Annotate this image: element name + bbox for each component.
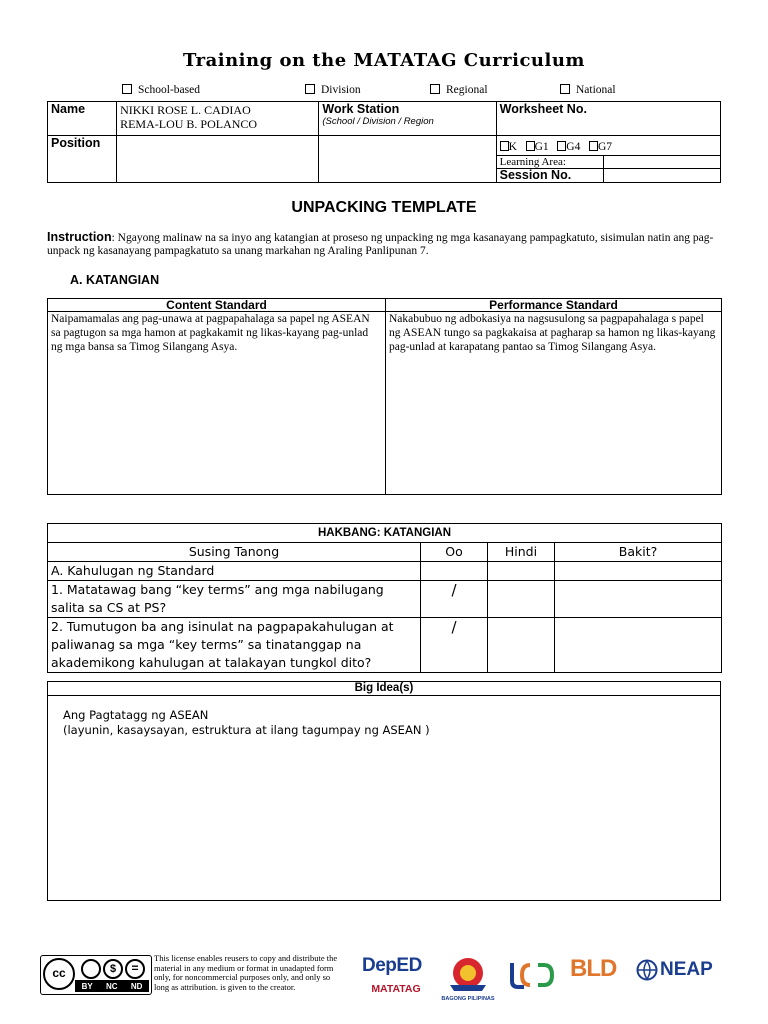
learning-area-label: Learning Area:	[496, 156, 603, 169]
level-school-based[interactable]	[122, 84, 200, 96]
question-row: 2. Tumutugon ba ang isinulat na pagpapakahulugan at paliwanag sa mga “key terms” sa tinatanggap na akademikong kahulugan at talakayan tungkol dito?	[48, 618, 421, 673]
unpacking-heading: UNPACKING TEMPLATE	[291, 199, 477, 216]
big-idea-line: (layunin, kasaysayan, estruktura at ilang tagumpay ng ASEAN )	[63, 723, 430, 737]
level-label: Regional	[446, 84, 488, 96]
session-label: Session No.	[496, 169, 603, 183]
bagong-pilipinas-logo	[438, 955, 498, 1002]
yes-check-mark[interactable]: /	[421, 581, 488, 618]
work-station-label: Work Station	[322, 102, 400, 116]
section-a-heading: A. KATANGIAN	[70, 273, 160, 287]
globe-icon	[636, 959, 658, 981]
bureau-emblem-icon	[508, 955, 556, 991]
col-question-header: Susing Tanong	[48, 543, 421, 562]
matatag-wordmark: MATATAG	[371, 983, 421, 995]
checkbox-icon[interactable]	[305, 84, 315, 94]
bld-wordmark: BLD	[570, 955, 617, 982]
why-cell[interactable]	[555, 581, 722, 618]
checkbox-icon[interactable]	[122, 84, 132, 94]
question-row: 1. Matatawag bang “key terms” ang mga nabilugang salita sa CS at PS?	[48, 581, 421, 618]
instruction-label: Instruction	[47, 230, 112, 244]
participant-name: REMA-LOU B. POLANCO	[120, 117, 258, 131]
position-value[interactable]	[117, 136, 319, 183]
big-idea-line: Ang Pagtatagg ng ASEAN	[63, 708, 209, 722]
work-station-hint: (School / Division / Region	[322, 116, 434, 127]
sun-emblem-icon	[438, 955, 498, 991]
participant-info-table	[47, 101, 721, 183]
cc-term: BY	[81, 981, 93, 991]
level-regional[interactable]	[430, 84, 488, 96]
level-label: Division	[321, 84, 361, 96]
deped-wordmark: DepED	[362, 955, 422, 976]
col-why-header: Bakit?	[555, 543, 722, 562]
attribution-icon	[81, 959, 101, 979]
worksheet-label: Worksheet No.	[496, 102, 720, 136]
cc-license-badge	[40, 955, 152, 995]
cc-icon: cc	[43, 958, 75, 990]
no-cell[interactable]	[488, 562, 555, 581]
hakbang-title: HAKBANG: KATANGIAN	[48, 524, 722, 543]
yes-cell[interactable]	[421, 562, 488, 581]
level-label: School-based	[138, 84, 200, 96]
grade-label: K	[508, 141, 517, 153]
noncommercial-icon: $	[103, 959, 123, 979]
performance-standard-header: Performance Standard	[386, 299, 722, 312]
cc-term: ND	[130, 981, 143, 991]
instruction	[47, 231, 727, 258]
yes-check-mark[interactable]: /	[421, 618, 488, 673]
position-extra[interactable]	[319, 136, 496, 183]
checkbox-icon[interactable]	[560, 84, 570, 94]
bagong-pilipinas-wordmark: BAGONG PILIPINAS	[441, 996, 495, 1002]
grade-label: G4	[566, 141, 581, 153]
performance-standard-text[interactable]: Nakabubuo ng adbokasiya na nagsusulong sa pagpapahalaga s papel ng ASEAN tungo sa pagkakaisa at pagharap sa hamon ng likas-kayang pag-unlad at karapatang pantao sa Timog Silangang Asya.	[386, 312, 722, 495]
bld-logo	[570, 955, 624, 997]
name-label: Name	[48, 102, 117, 136]
why-cell[interactable]	[555, 562, 722, 581]
grade-label: G7	[597, 141, 613, 153]
work-station-cell[interactable]	[319, 102, 496, 136]
license-text: This license enables reusers to copy and distribute the material in any medium or format in unadapted form only, for noncommercial purposes only, and only so long as attribution. is given to the creator.	[154, 953, 338, 992]
checkbox-icon[interactable]	[557, 141, 566, 151]
deped-logo	[362, 955, 430, 997]
big-idea-label: Big Idea(s)	[48, 682, 721, 696]
position-label: Position	[48, 136, 117, 183]
checkbox-icon[interactable]	[430, 84, 440, 94]
grade-label: G1	[534, 141, 549, 153]
session-value[interactable]	[603, 169, 720, 183]
checkbox-icon[interactable]	[589, 141, 598, 151]
checkbox-icon[interactable]	[500, 141, 509, 151]
hakbang-table	[47, 523, 722, 673]
checkbox-icon[interactable]	[526, 141, 535, 151]
neap-wordmark: NEAP	[660, 959, 713, 980]
participant-name: NIKKI ROSE L. CADIAO	[120, 103, 251, 117]
level-national[interactable]	[560, 84, 616, 96]
document-title: Training on the MATATAG Curriculum	[183, 50, 585, 71]
content-standard-header: Content Standard	[48, 299, 386, 312]
big-idea-table	[47, 681, 721, 901]
level-label: National	[576, 84, 616, 96]
subhead-kahulugan: A. Kahulugan ng Standard	[48, 562, 421, 581]
name-value[interactable]	[117, 102, 319, 136]
cc-terms-strip	[75, 980, 149, 992]
learning-area-value[interactable]	[603, 156, 720, 169]
bureau-logo	[508, 955, 556, 997]
no-cell[interactable]	[488, 581, 555, 618]
col-no-header: Hindi	[488, 543, 555, 562]
col-yes-header: Oo	[421, 543, 488, 562]
level-division[interactable]	[305, 84, 361, 96]
big-idea-body[interactable]	[48, 696, 721, 901]
noderivs-icon: =	[125, 959, 145, 979]
why-cell[interactable]	[555, 618, 722, 673]
katangian-table	[47, 298, 722, 495]
instruction-text: : Ngayong malinaw na sa inyo ang katangian at proseso ng unpacking ng mga kasanayang pampagkatuto, sisimulan natin ang pag-unpack ng kasanayang pampagkatuto sa unang markahan ng Araling Panlipunan 7.	[47, 232, 714, 257]
content-standard-text[interactable]: Naipamamalas ang pag-unawa at pagpapahalaga sa papel ng ASEAN sa pagtugon sa mga hamon at pagkakamit ng likas-kayang pag-unlad ng mga bansa sa Timog Silangang Asya.	[48, 312, 386, 495]
no-cell[interactable]	[488, 618, 555, 673]
grade-checkboxes[interactable]	[496, 136, 720, 156]
neap-logo	[636, 955, 730, 985]
cc-term: NC	[106, 981, 118, 991]
